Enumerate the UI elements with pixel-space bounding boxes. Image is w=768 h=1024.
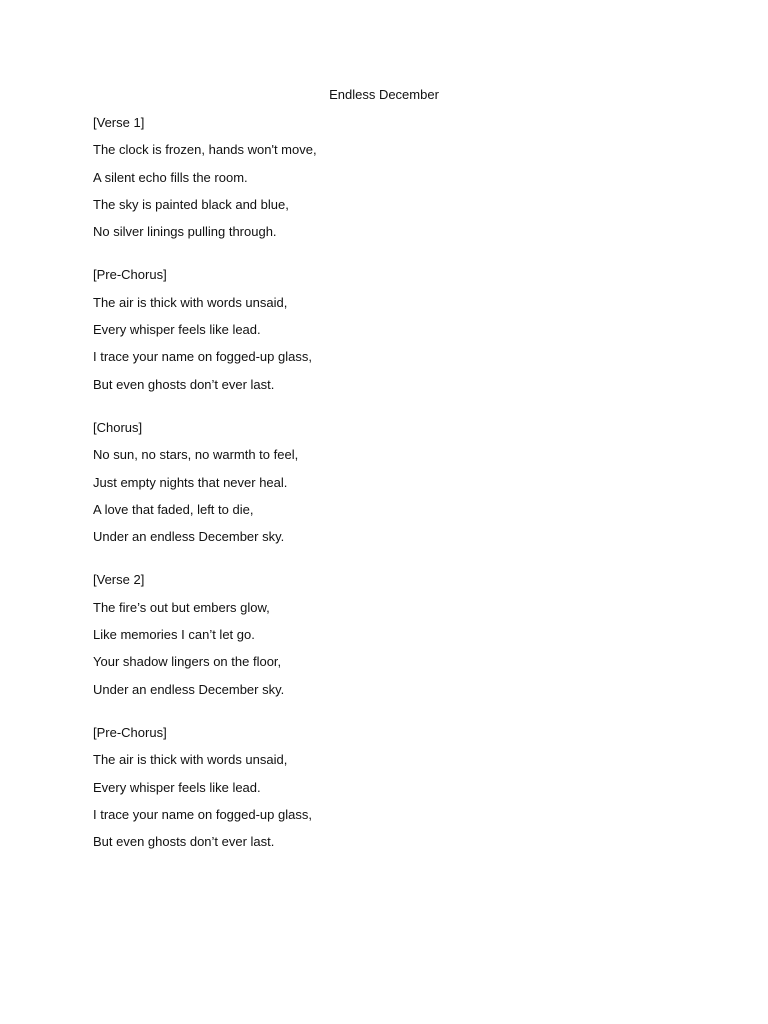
section-heading: [Pre-Chorus] — [93, 267, 167, 283]
lyric-line: But even ghosts don’t ever last. — [93, 376, 275, 392]
lyric-line: Just empty nights that never heal. — [93, 474, 288, 490]
lyric-line: But even ghosts don’t ever last. — [93, 834, 275, 850]
lyric-line: No sun, no stars, no warmth to feel, — [93, 447, 299, 463]
lyric-line: A silent echo fills the room. — [93, 169, 248, 185]
section-heading: [Chorus] — [93, 419, 143, 435]
lyrics-body — [93, 115, 693, 877]
lyric-line: The sky is painted black and blue, — [93, 196, 289, 212]
lyric-line: No silver linings pulling through. — [93, 224, 277, 240]
lyric-line: Every whisper feels like lead. — [93, 322, 261, 338]
lyric-line: I trace your name on fogged-up glass, — [93, 349, 312, 365]
lyric-line: Your shadow lingers on the floor, — [93, 654, 282, 670]
section-heading: [Verse 1] — [93, 115, 145, 130]
section-pre-chorus-2 — [93, 725, 693, 850]
section-heading: [Pre-Chorus] — [93, 724, 167, 740]
lyric-line: The air is thick with words unsaid, — [93, 294, 288, 310]
section-verse-1 — [93, 115, 693, 240]
lyric-line: Every whisper feels like lead. — [93, 779, 261, 795]
section-verse-2 — [93, 572, 693, 697]
lyric-line: A love that faded, left to die, — [93, 501, 254, 517]
section-pre-chorus-1 — [93, 267, 693, 392]
section-chorus — [93, 420, 693, 545]
lyric-line: The fire’s out but embers glow, — [93, 599, 270, 615]
lyric-line: The clock is frozen, hands won't move, — [93, 142, 317, 158]
document-title: Endless December — [329, 87, 439, 102]
lyric-line: Like memories I can’t let go. — [93, 627, 255, 643]
lyric-line: I trace your name on fogged-up glass, — [93, 806, 312, 822]
section-heading: [Verse 2] — [93, 572, 145, 588]
lyric-line: The air is thick with words unsaid, — [93, 752, 288, 768]
lyric-line: Under an endless December sky. — [93, 681, 285, 697]
lyric-line: Under an endless December sky. — [93, 529, 285, 545]
